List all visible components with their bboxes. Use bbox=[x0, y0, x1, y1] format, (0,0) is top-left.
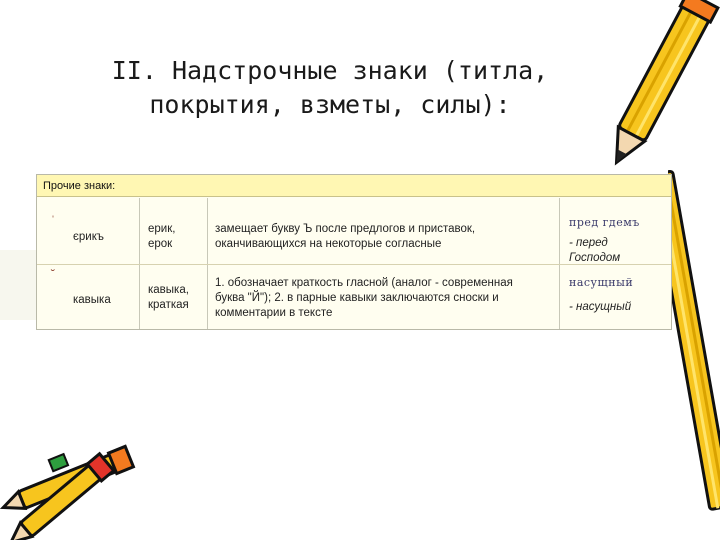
table-header: Прочие знаки: bbox=[37, 175, 671, 197]
alias-line: краткая bbox=[148, 299, 189, 311]
example-line: Господом bbox=[569, 252, 621, 264]
example-line: - перед bbox=[569, 237, 608, 249]
example-oldslavonic: насущный bbox=[569, 276, 634, 289]
example-translation bbox=[569, 300, 631, 315]
page-title bbox=[40, 54, 620, 122]
title-line-2: покрытия, взметы, силы): bbox=[149, 90, 511, 119]
signs-table bbox=[36, 174, 672, 330]
example-line: - насущный bbox=[569, 301, 632, 313]
pencil-right-icon bbox=[668, 160, 720, 540]
title-line-1: II. Надстрочные знаки (титла, bbox=[111, 56, 549, 85]
sign-name: кавыка bbox=[73, 294, 111, 306]
sign-description bbox=[215, 222, 555, 252]
pencils-bottom-left-icon bbox=[0, 430, 150, 540]
sign-symbol: ˌ bbox=[51, 204, 55, 218]
sign-symbol: ˘ bbox=[51, 267, 55, 281]
sign-description bbox=[215, 276, 555, 321]
description-line: 1. обозначает краткость гласной (аналог - современная bbox=[215, 277, 513, 289]
example-translation bbox=[569, 236, 620, 266]
alias-line: ерик, bbox=[148, 223, 176, 235]
alias-line: ерок bbox=[148, 238, 173, 250]
description-line: оканчивающихся на некоторые согласные bbox=[215, 238, 442, 250]
sign-alias bbox=[148, 222, 175, 252]
sign-alias bbox=[148, 283, 189, 313]
sign-name: єрикъ bbox=[73, 231, 104, 243]
alias-line: кавыка, bbox=[148, 284, 189, 296]
table-row bbox=[37, 198, 671, 264]
table-row bbox=[37, 264, 671, 330]
description-line: буква "Й"); 2. в парные кавыки заключаются сноски и bbox=[215, 292, 499, 304]
example-oldslavonic: пред гдемъ bbox=[569, 216, 640, 229]
left-panel-shade bbox=[0, 250, 36, 320]
description-line: замещает букву Ъ после предлогов и приставок, bbox=[215, 223, 476, 235]
description-line: комментарии в тексте bbox=[215, 307, 333, 319]
